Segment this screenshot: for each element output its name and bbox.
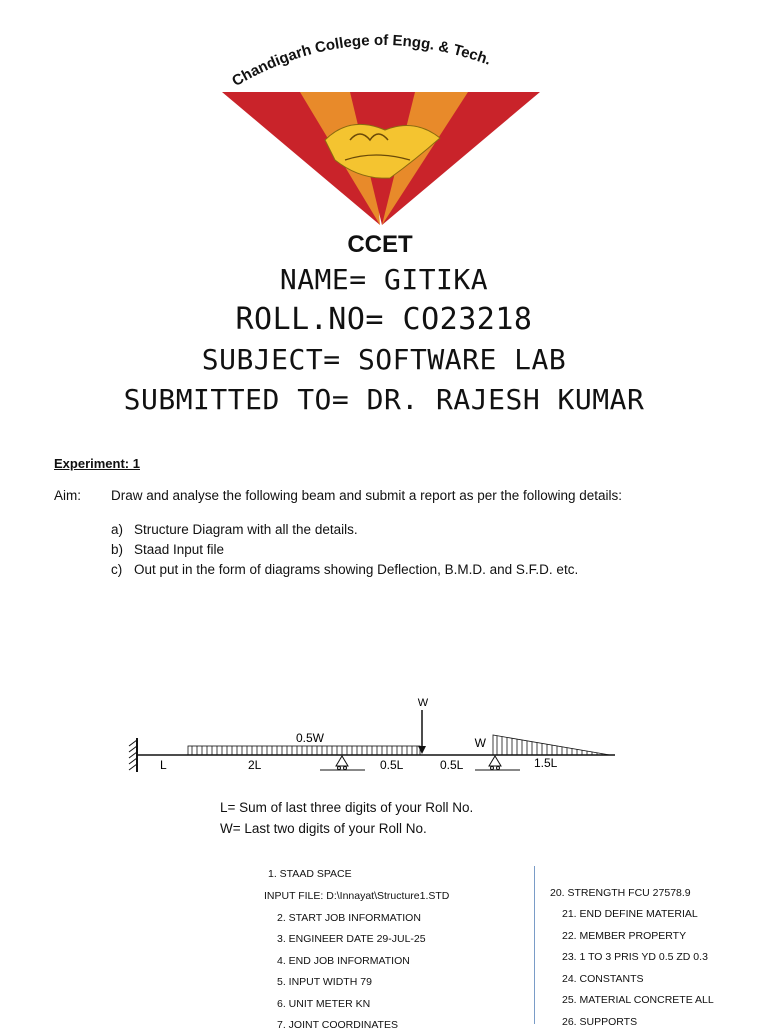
definition-l: L= Sum of last three digits of your Roll No. bbox=[220, 800, 474, 815]
span-label: 1.5L bbox=[534, 756, 558, 770]
aim-label: Aim: bbox=[54, 488, 81, 503]
code-line: 3. ENGINEER DATE 29-JUL-25 bbox=[277, 933, 426, 945]
title-block bbox=[0, 260, 768, 420]
code-line: 7. JOINT COORDINATES bbox=[277, 1019, 398, 1031]
triangular-load-label: W bbox=[474, 736, 486, 750]
udl-load bbox=[188, 746, 420, 755]
column-divider bbox=[534, 866, 535, 1024]
subject: SUBJECT= SOFTWARE LAB bbox=[201, 343, 567, 376]
list-item bbox=[111, 540, 578, 560]
college-logo bbox=[200, 10, 570, 260]
code-line: 25. MATERIAL CONCRETE ALL bbox=[562, 994, 714, 1006]
point-load-label: W bbox=[417, 697, 429, 709]
code-line: 21. END DEFINE MATERIAL bbox=[562, 908, 698, 920]
list-marker: c) bbox=[111, 562, 123, 577]
span-label: 0.5L bbox=[380, 758, 404, 772]
code-line: 26. SUPPORTS bbox=[562, 1016, 638, 1028]
udl-label: 0.5W bbox=[295, 731, 325, 745]
logo-abbreviation: CCET bbox=[347, 231, 413, 258]
list-item bbox=[111, 520, 578, 540]
definitions bbox=[220, 797, 473, 839]
span-label: 2L bbox=[248, 758, 262, 772]
code-line: 22. MEMBER PROPERTY bbox=[562, 930, 687, 942]
aim-text: Draw and analyse the following beam and submit a report as per the following details: bbox=[111, 488, 623, 503]
student-name: NAME= GITIKA bbox=[279, 263, 489, 296]
span-label: 0.5L bbox=[440, 758, 464, 772]
submitted-to: SUBMITTED TO= DR. RAJESH KUMAR bbox=[123, 383, 645, 416]
fixed-support-hatch bbox=[129, 740, 137, 770]
list-item-text: Out put in the form of diagrams showing Deflection, B.M.D. and S.F.D. etc. bbox=[134, 562, 579, 577]
code-line: 5. INPUT WIDTH 79 bbox=[277, 976, 372, 988]
code-line: INPUT FILE: D:\Innayat\Structure1.STD bbox=[264, 890, 450, 902]
list-marker: a) bbox=[111, 522, 124, 537]
beam-diagram bbox=[120, 690, 630, 780]
code-line: 1. STAAD SPACE bbox=[268, 868, 352, 880]
support-2 bbox=[475, 756, 520, 770]
list-item bbox=[111, 560, 578, 580]
code-line: 2. START JOB INFORMATION bbox=[277, 912, 421, 924]
code-line: 20. STRENGTH FCU 27578.9 bbox=[550, 887, 691, 899]
experiment-heading: Experiment: 1 bbox=[54, 456, 140, 471]
list-item-text: Staad Input file bbox=[134, 542, 225, 557]
details-list bbox=[111, 520, 578, 580]
list-item-text: Structure Diagram with all the details. bbox=[134, 522, 358, 537]
support-1 bbox=[320, 756, 365, 770]
code-line: 23. 1 TO 3 PRIS YD 0.5 ZD 0.3 bbox=[562, 951, 708, 963]
code-line: 4. END JOB INFORMATION bbox=[277, 955, 410, 967]
code-line: 24. CONSTANTS bbox=[562, 973, 644, 985]
list-marker: b) bbox=[111, 542, 124, 557]
span-label: L bbox=[160, 758, 167, 772]
staad-input bbox=[0, 868, 768, 1031]
definition-w: W= Last two digits of your Roll No. bbox=[220, 821, 427, 836]
logo-college-name: Chandigarh College of Engg. & Tech. bbox=[229, 31, 494, 90]
triangular-load bbox=[493, 735, 610, 755]
roll-number: ROLL.NO= CO23218 bbox=[235, 302, 533, 337]
code-line: 6. UNIT METER KN bbox=[277, 998, 371, 1010]
